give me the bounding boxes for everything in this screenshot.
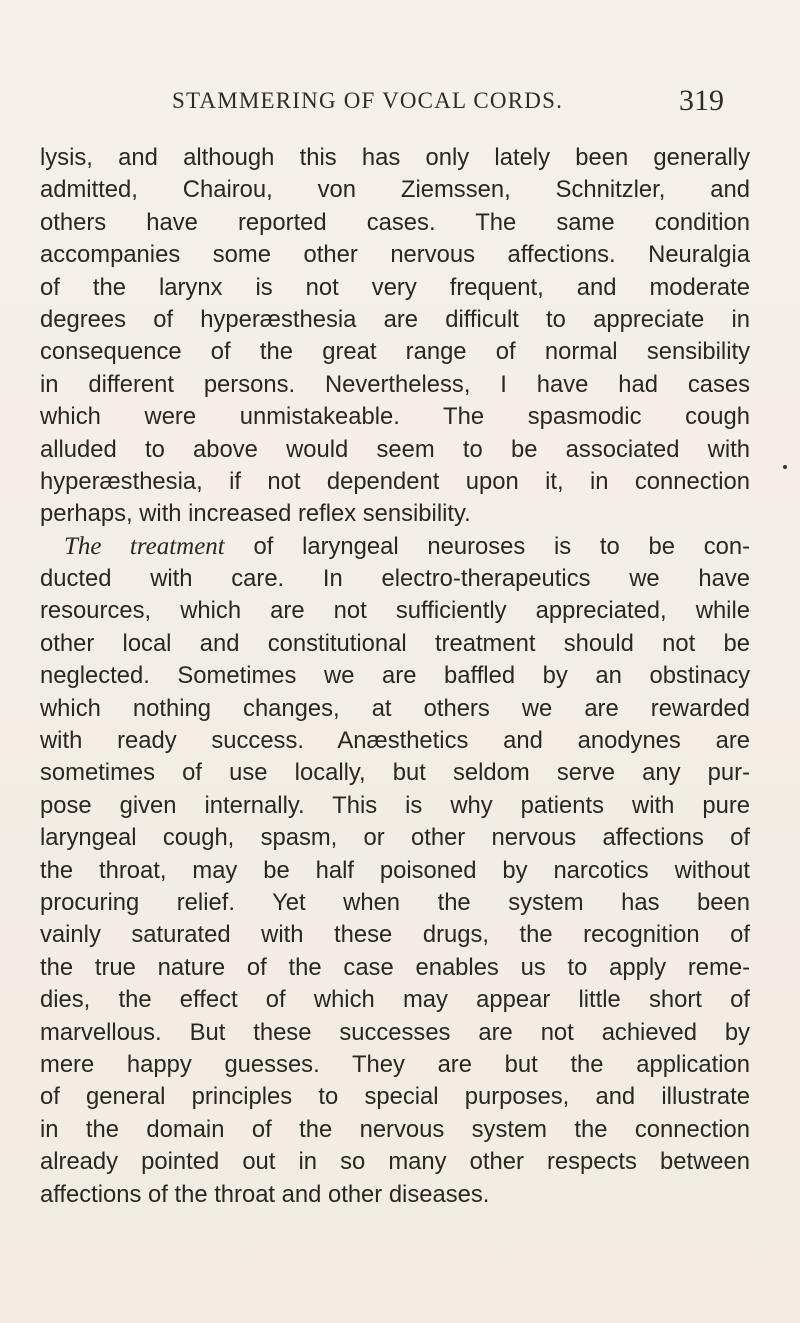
- text-line: ducted with care. In electro-therapeutics we have: [40, 565, 750, 593]
- text-line: sometimes of use locally, but seldom serve any pur-: [40, 759, 750, 787]
- text-line: mere happy guesses. They are but the application: [40, 1050, 750, 1078]
- lead-rest: of laryngeal neuroses is to be con-: [224, 532, 750, 560]
- text-line: degrees of hyperæsthesia are difficult to appreciate in: [40, 305, 750, 333]
- text-line: resources, which are not sufficiently appreciated, while: [40, 597, 750, 625]
- italic-lead: The treatment: [64, 532, 225, 560]
- text-line: alluded to above would seem to be associated with: [40, 435, 750, 463]
- paragraph-2: [40, 531, 750, 1211]
- text-line: other local and constitutional treatment should not be: [40, 629, 750, 657]
- running-title: STAMMERING OF VOCAL CORDS.: [172, 88, 564, 113]
- text-line: accompanies some other nervous affections. Neuralgia: [40, 241, 750, 269]
- body-text: [40, 142, 750, 1211]
- text-line: perhaps, with increased reflex sensibility.: [40, 500, 471, 528]
- text-line: consequence of the great range of normal sensibility: [40, 338, 750, 366]
- text-line: hyperæsthesia, if not dependent upon it, in connection: [40, 467, 750, 495]
- text-line: laryngeal cough, spasm, or other nervous affections of: [40, 824, 750, 852]
- text-line: others have reported cases. The same condition: [40, 208, 750, 236]
- page-number: 319: [679, 84, 724, 117]
- text-line: vainly saturated with these drugs, the recognition of: [40, 921, 750, 949]
- text-line: marvellous. But these successes are not achieved by: [40, 1018, 750, 1046]
- text-line: in different persons. Nevertheless, I have had cases: [40, 370, 750, 398]
- text-line: of the larynx is not very frequent, and moderate: [40, 273, 750, 301]
- text-line: neglected. Sometimes we are baffled by an obstinacy: [40, 662, 750, 690]
- text-line: procuring relief. Yet when the system has been: [40, 888, 750, 916]
- text-line: dies, the effect of which may appear little short of: [40, 986, 750, 1014]
- text-line: already pointed out in so many other respects between: [40, 1148, 750, 1176]
- text-line: pose given internally. This is why patients with pure: [40, 791, 750, 819]
- text-line: which nothing changes, at others we are rewarded: [40, 694, 750, 722]
- text-line: in the domain of the nervous system the connection: [40, 1115, 750, 1143]
- text-line: admitted, Chairou, von Ziemssen, Schnitzler, and: [40, 176, 750, 204]
- margin-dot: [783, 465, 787, 469]
- text-line: with ready success. Anæsthetics and anodynes are: [40, 727, 750, 755]
- text-line: affections of the throat and other diseases.: [40, 1180, 490, 1208]
- text-line: of general principles to special purposes, and illustrate: [40, 1083, 750, 1111]
- page-header: [120, 84, 724, 128]
- paragraph-1: [40, 142, 750, 531]
- text-line: lysis, and although this has only lately been generally: [40, 144, 750, 171]
- text-line: the true nature of the case enables us to apply reme-: [40, 953, 750, 981]
- text-line: the throat, may be half poisoned by narcotics without: [40, 856, 750, 884]
- text-line: which were unmistakeable. The spasmodic cough: [40, 403, 750, 431]
- text-line-lead: [40, 531, 750, 563]
